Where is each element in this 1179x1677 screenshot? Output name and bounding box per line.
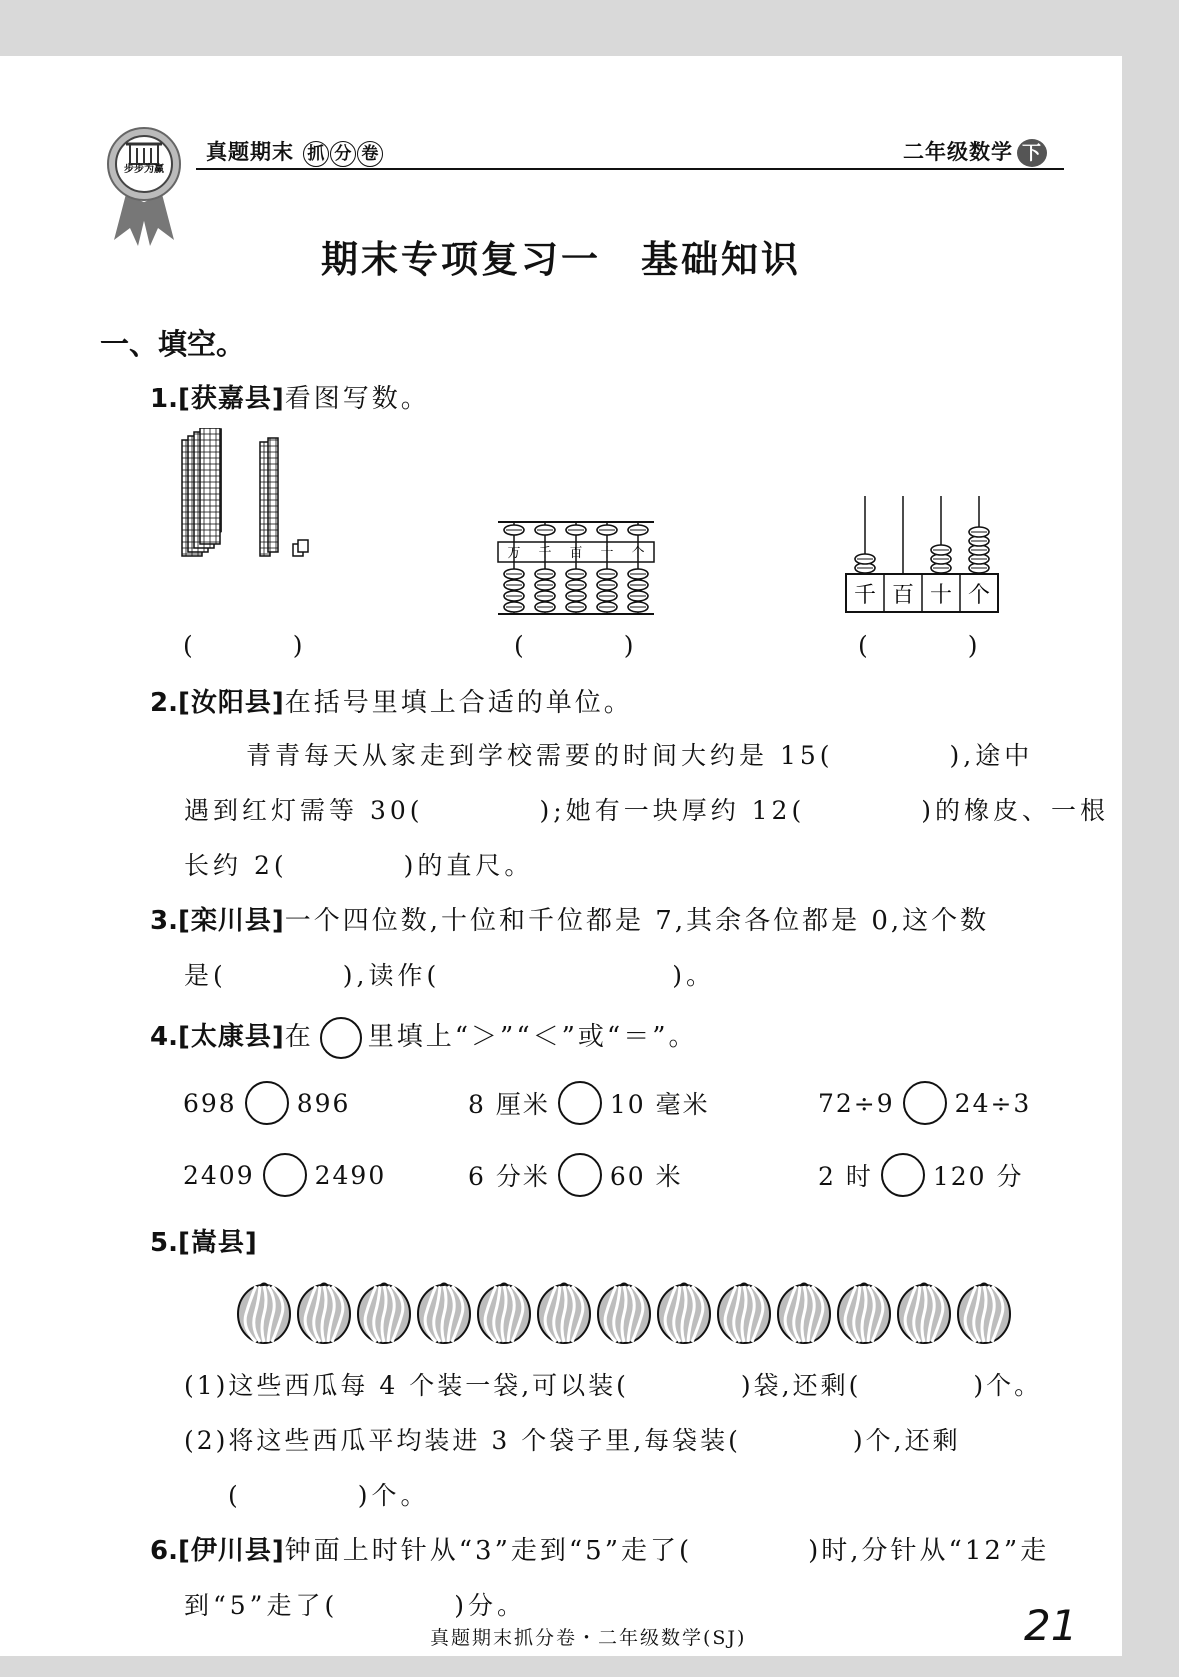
abacus-place-label: 十 — [600, 546, 614, 561]
compare-right: 24÷3 — [954, 1088, 1032, 1118]
question-text: 在 — [284, 1022, 314, 1052]
abacus-place-label: 千 — [538, 546, 552, 561]
header-left-title — [206, 136, 383, 167]
question-source: [栾川县] — [177, 906, 285, 936]
question-5 — [150, 1222, 258, 1259]
counting-frame-figure — [844, 496, 1004, 616]
watermelon-icon — [418, 1284, 470, 1344]
compare-item — [183, 1081, 350, 1125]
question-source: [获嘉县] — [177, 384, 285, 414]
question-5-sub-2b: ( )个。 — [228, 1481, 430, 1510]
header-circled-char: 分 — [330, 141, 356, 167]
question-number: 2. — [150, 688, 178, 718]
compare-left: 2409 — [183, 1160, 255, 1190]
counting-frame-label: 百 — [891, 583, 915, 608]
page — [0, 56, 1122, 1656]
question-6-line-2: 到“5”走了( )分。 — [184, 1591, 526, 1620]
page-number: 21 — [1024, 1601, 1078, 1650]
question-source: [嵩县] — [177, 1228, 258, 1258]
watermelon-icon — [898, 1284, 950, 1344]
question-source: [伊川县] — [177, 1536, 285, 1566]
counting-frame-label: 千 — [853, 583, 877, 608]
compare-item — [468, 1153, 683, 1197]
header-circled-char: 卷 — [357, 141, 383, 167]
question-6 — [150, 1530, 1049, 1567]
abacus-place-label: 万 — [507, 546, 521, 561]
compare-left: 2 时 — [818, 1162, 873, 1191]
watermelon-icon — [778, 1284, 830, 1344]
question-number: 1. — [150, 384, 178, 414]
compare-item — [183, 1153, 386, 1197]
abacus-figure-1 — [496, 518, 660, 618]
watermelons-figure — [236, 1280, 1026, 1348]
question-text: 一个四位数,十位和千位都是 7,其余各位都是 0,这个数 — [284, 906, 990, 936]
question-5-sub-2: (2)将这些西瓜平均装进 3 个袋子里,每袋装( )个,还剩 — [184, 1426, 961, 1455]
watermelon-icon — [958, 1284, 1010, 1344]
watermelon-icon — [238, 1284, 290, 1344]
header-circled-char: 抓 — [303, 141, 329, 167]
question-source: [汝阳县] — [177, 688, 285, 718]
counting-frame-label: 个 — [967, 583, 991, 608]
question-3-line-2: 是( ),读作( )。 — [184, 961, 715, 990]
answer-blank[interactable]: ( ) — [858, 631, 978, 660]
logo-text: 步步为赢 — [124, 164, 164, 175]
watermelon-icon — [718, 1284, 770, 1344]
compare-left: 8 厘米 — [468, 1090, 550, 1119]
page-title: 期末专项复习一 基础知识 — [321, 238, 801, 281]
abacus-place-label: 百 — [569, 546, 583, 561]
section-heading: 一、填空。 — [100, 327, 246, 361]
question-2-line-2: 遇到红灯需等 30( );她有一块厚约 12( )的橡皮、一根 — [184, 796, 1109, 825]
abacus-place-label: 个 — [631, 546, 645, 561]
compare-item — [468, 1081, 710, 1125]
question-3 — [150, 900, 989, 937]
question-number: 5. — [150, 1228, 178, 1258]
question-2 — [150, 682, 633, 719]
compare-right: 60 米 — [609, 1162, 683, 1191]
answer-blank[interactable]: ( ) — [514, 631, 634, 660]
question-text: 看图写数。 — [284, 384, 430, 414]
compare-right: 896 — [296, 1088, 351, 1118]
compare-right: 120 分 — [932, 1162, 1024, 1191]
question-text: 里填上“＞”“＜”或“＝”。 — [367, 1022, 698, 1052]
watermelon-icon — [298, 1284, 350, 1344]
compare-left: 698 — [183, 1088, 237, 1118]
page-footer: 真题期末抓分卷・二年级数学(SJ) — [430, 1627, 747, 1649]
compare-circle-input[interactable] — [881, 1153, 925, 1197]
header-rule — [196, 168, 1064, 170]
question-2-line-3: 长约 2( )的直尺。 — [184, 851, 534, 880]
watermelon-icon — [358, 1284, 410, 1344]
watermelon-icon — [838, 1284, 890, 1344]
compare-circle-input[interactable] — [903, 1081, 947, 1125]
watermelon-icon — [478, 1284, 530, 1344]
header-series: 真题期末 — [206, 139, 294, 164]
compare-circle-input[interactable] — [558, 1153, 602, 1197]
circle-symbol-icon — [320, 1017, 362, 1059]
compare-right: 2490 — [314, 1160, 387, 1190]
question-text: 钟面上时针从“3”走到“5”走了( )时,分针从“12”走 — [284, 1536, 1050, 1566]
header-volume-badge: 下 — [1017, 139, 1047, 167]
watermelon-icon — [658, 1284, 710, 1344]
compare-item — [818, 1081, 1031, 1125]
question-2-line-1: 青青每天从家走到学校需要的时间大约是 15( ),途中 — [246, 741, 1034, 770]
compare-circle-input[interactable] — [245, 1081, 289, 1125]
base-ten-blocks-figure — [180, 428, 320, 568]
question-4 — [150, 1016, 698, 1059]
question-text: 在括号里填上合适的单位。 — [284, 688, 633, 718]
question-1 — [150, 378, 430, 415]
counting-frame-label: 十 — [929, 583, 953, 608]
compare-circle-input[interactable] — [263, 1153, 307, 1197]
question-number: 3. — [150, 906, 178, 936]
answer-blank[interactable]: ( ) — [183, 631, 303, 660]
question-source: [太康县] — [177, 1022, 285, 1052]
header-grade: 二年级数学 — [903, 139, 1013, 164]
question-number: 4. — [150, 1022, 178, 1052]
watermelon-icon — [538, 1284, 590, 1344]
question-5-sub-1: (1)这些西瓜每 4 个装一袋,可以装( )袋,还剩( )个。 — [184, 1371, 1043, 1400]
compare-left: 6 分米 — [468, 1162, 550, 1191]
question-number: 6. — [150, 1536, 178, 1566]
watermelon-icon — [598, 1284, 650, 1344]
compare-circle-input[interactable] — [558, 1081, 602, 1125]
header-right-title — [903, 136, 1047, 167]
compare-right: 10 毫米 — [609, 1090, 710, 1119]
compare-item — [818, 1153, 1024, 1197]
compare-left: 72÷9 — [818, 1088, 895, 1118]
